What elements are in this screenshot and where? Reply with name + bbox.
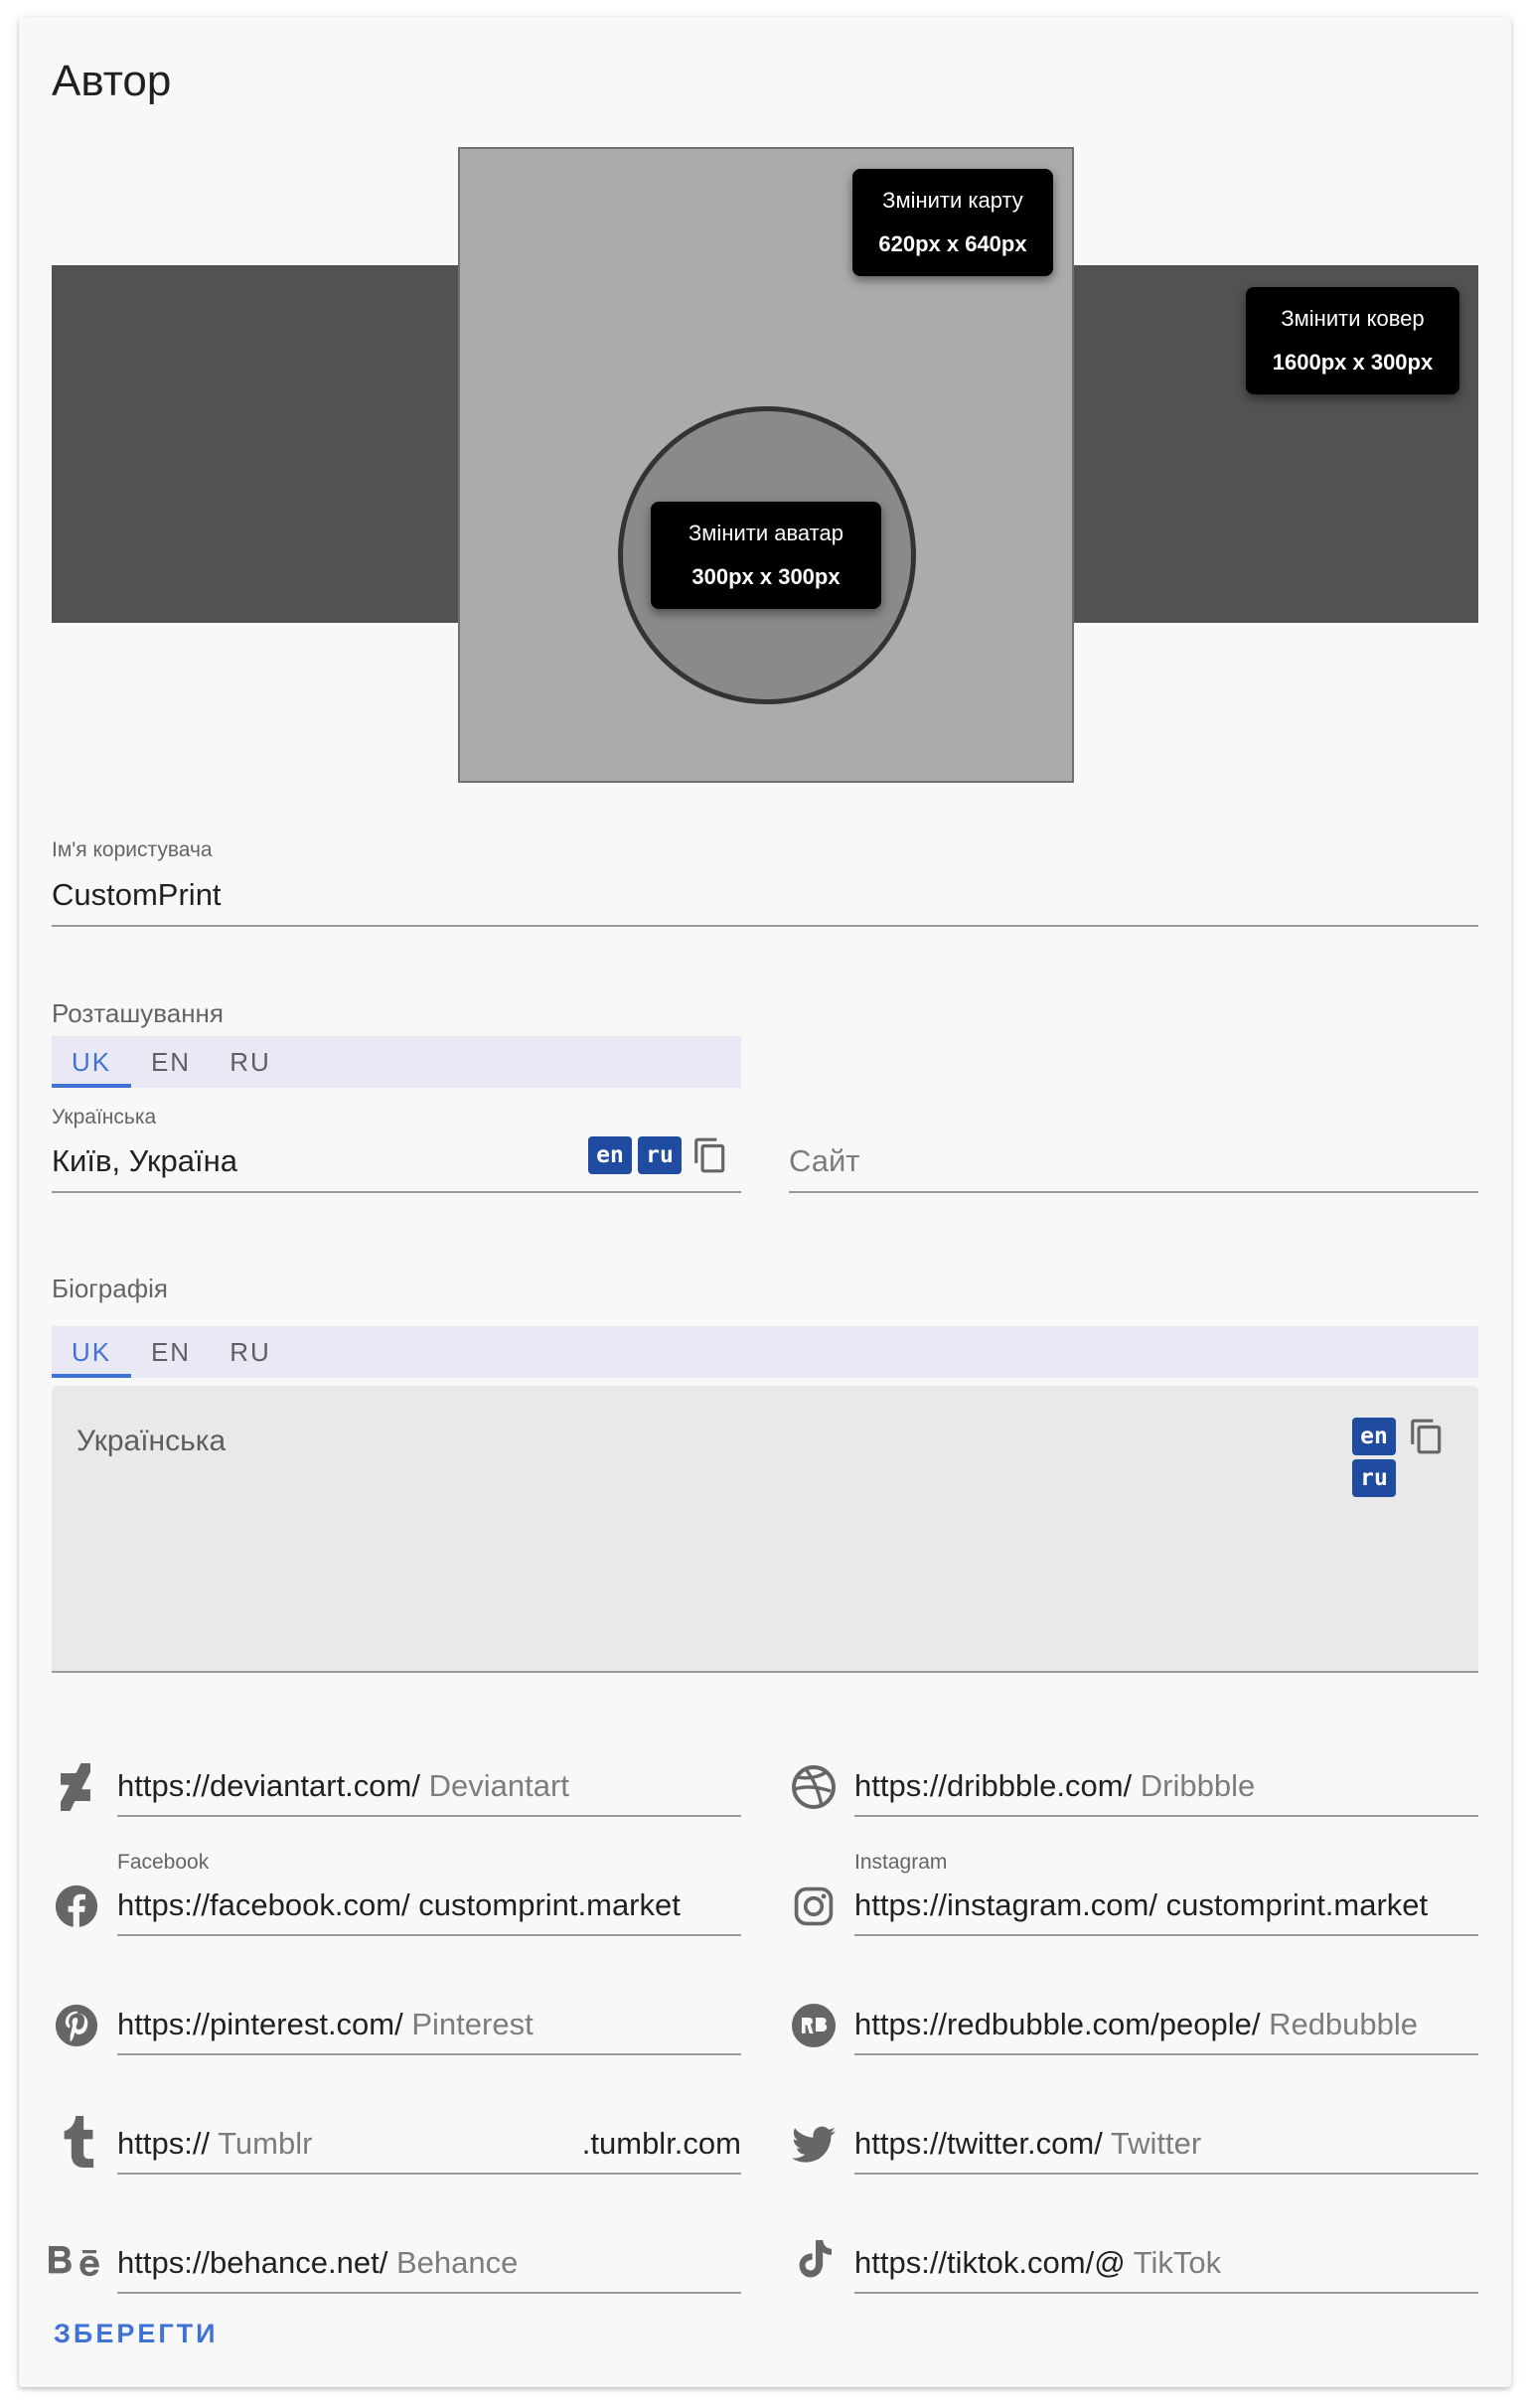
site-input[interactable]: Сайт (789, 1143, 860, 1178)
dribbble-prefix: https://dribbble.com/ (854, 1768, 1133, 1803)
behance-icon (49, 2239, 104, 2289)
location-label: Розташування (52, 998, 224, 1028)
facebook-underline (117, 1934, 741, 1936)
deviantart-input[interactable] (117, 1768, 569, 1804)
location-translate-en[interactable]: en (588, 1136, 632, 1174)
bio-placeholder: Українська (76, 1425, 227, 1457)
pinterest-placeholder: Pinterest (411, 2007, 534, 2041)
behance-underline (117, 2292, 741, 2294)
location-translate-badges (588, 1136, 682, 1174)
twitter-underline (854, 2173, 1478, 2175)
instagram-underline (854, 1934, 1478, 1936)
location-input[interactable]: Київ, Україна (52, 1143, 237, 1178)
location-translate-ru[interactable]: ru (638, 1136, 682, 1174)
bio-lang-tabs (52, 1326, 1478, 1378)
tumblr-underline (117, 2173, 741, 2175)
change-cover-button[interactable] (1246, 287, 1459, 394)
dribbble-underline (854, 1815, 1478, 1817)
twitter-prefix: https://twitter.com/ (854, 2126, 1103, 2161)
tiktok-placeholder: TikTok (1133, 2245, 1222, 2280)
change-cover-label: Змінити ковер (1281, 305, 1425, 331)
instagram-input[interactable] (854, 1887, 1428, 1923)
location-lang-tabs (52, 1036, 741, 1088)
instagram-value: customprint.market (1165, 1887, 1429, 1922)
behance-input[interactable] (117, 2245, 518, 2281)
change-avatar-label: Змінити аватар (688, 520, 843, 545)
facebook-icon (52, 1881, 101, 1931)
bio-tab-en[interactable]: EN (150, 1336, 192, 1367)
bio-translate-ru[interactable]: ru (1352, 1459, 1396, 1497)
bio-translate-en[interactable]: en (1352, 1418, 1396, 1455)
bio-tab-ru[interactable]: RU (230, 1336, 271, 1367)
redbubble-icon (789, 2001, 839, 2050)
twitter-placeholder: Twitter (1110, 2126, 1202, 2161)
redbubble-input[interactable] (854, 2007, 1418, 2042)
dribbble-icon (789, 1762, 839, 1812)
pinterest-input[interactable] (117, 2007, 534, 2042)
username-label: Ім'я користувача (52, 838, 213, 861)
map-size-label: 620px x 640px (878, 231, 1027, 256)
change-avatar-button[interactable] (651, 502, 881, 609)
tumblr-suffix: .tumblr.com (581, 2126, 741, 2161)
tiktok-icon (789, 2237, 839, 2287)
instagram-icon (789, 1881, 839, 1931)
author-card (19, 17, 1511, 2387)
location-underline (52, 1191, 741, 1193)
copy-icon[interactable] (1408, 1418, 1446, 1455)
location-tab-en[interactable]: EN (150, 1046, 192, 1077)
tiktok-prefix: https://tiktok.com/@ (854, 2245, 1126, 2280)
page-title: Автор (52, 57, 172, 105)
redbubble-placeholder: Redbubble (1269, 2007, 1419, 2041)
facebook-label: Facebook (117, 1851, 210, 1874)
bio-translate-badges (1352, 1418, 1396, 1497)
redbubble-prefix: https://redbubble.com/people/ (854, 2007, 1261, 2041)
username-underline (52, 925, 1478, 927)
tumblr-input[interactable] (117, 2126, 741, 2162)
instagram-prefix: https://instagram.com/ (854, 1887, 1157, 1922)
deviantart-icon (52, 1762, 101, 1812)
location-field-label: Українська (52, 1106, 157, 1129)
tumblr-icon (52, 2117, 101, 2167)
bio-tab-uk[interactable]: UK (52, 1326, 131, 1378)
change-map-label: Змінити карту (882, 187, 1023, 213)
redbubble-underline (854, 2053, 1478, 2055)
location-tab-uk[interactable]: UK (52, 1036, 131, 1088)
change-map-button[interactable] (852, 169, 1053, 276)
dribbble-placeholder: Dribbble (1140, 1768, 1256, 1803)
behance-prefix: https://behance.net/ (117, 2245, 388, 2280)
pinterest-icon (52, 2001, 101, 2050)
location-tab-ru[interactable]: RU (230, 1046, 271, 1077)
copy-icon[interactable] (691, 1136, 729, 1174)
facebook-input[interactable] (117, 1887, 681, 1923)
save-button[interactable]: ЗБЕРЕГТИ (54, 2319, 219, 2348)
site-underline (789, 1191, 1478, 1193)
facebook-value: customprint.market (418, 1887, 681, 1922)
twitter-input[interactable] (854, 2126, 1201, 2162)
twitter-icon (789, 2120, 839, 2170)
dribbble-input[interactable] (854, 1768, 1255, 1804)
bio-textarea[interactable] (52, 1386, 1478, 1672)
deviantart-underline (117, 1815, 741, 1817)
pinterest-underline (117, 2053, 741, 2055)
tiktok-input[interactable] (854, 2245, 1221, 2281)
instagram-label: Instagram (854, 1851, 948, 1874)
behance-placeholder: Behance (395, 2245, 519, 2280)
deviantart-prefix: https://deviantart.com/ (117, 1768, 420, 1803)
pinterest-prefix: https://pinterest.com/ (117, 2007, 403, 2041)
deviantart-placeholder: Deviantart (428, 1768, 569, 1803)
tumblr-placeholder: Tumblr (218, 2126, 313, 2161)
bio-underline (52, 1671, 1478, 1673)
username-input[interactable]: CustomPrint (52, 877, 222, 912)
facebook-prefix: https://facebook.com/ (117, 1887, 410, 1922)
bio-label: Біографія (52, 1274, 168, 1303)
tiktok-underline (854, 2292, 1478, 2294)
cover-size-label: 1600px x 300px (1272, 350, 1434, 375)
tumblr-prefix: https:// (117, 2126, 211, 2161)
avatar-size-label: 300px x 300px (691, 564, 841, 589)
